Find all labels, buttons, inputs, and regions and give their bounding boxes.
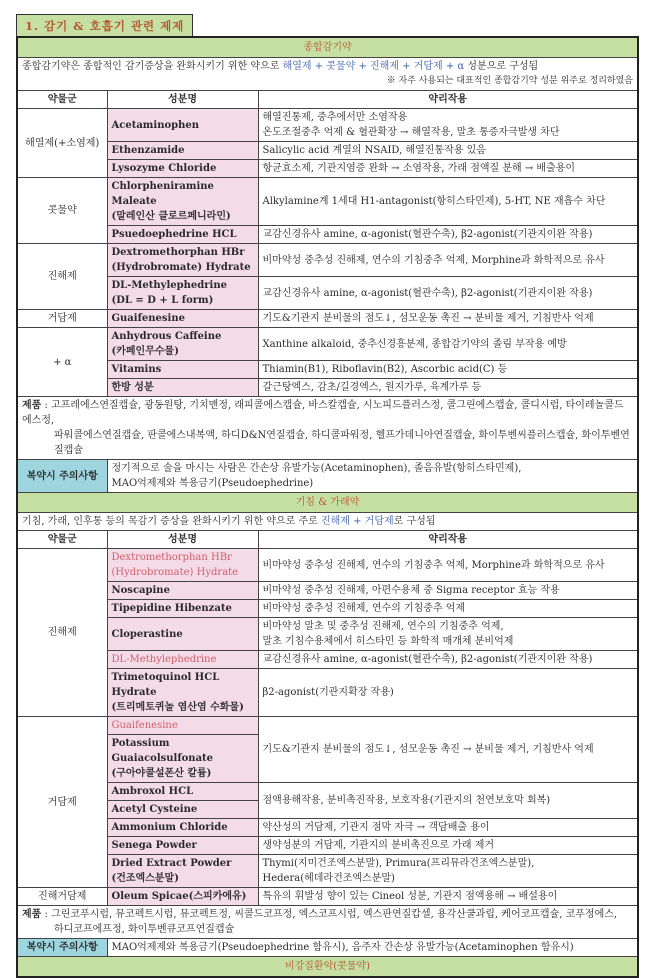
ingredient-sub: (트리메토퀴놀 염산염 수화물) [111,702,244,713]
section-header: 기침 & 가래약 [17,493,638,513]
action-line: 특유의 휘발성 향이 있는 Cineol 성분, 기관지 점액용해 → 배설용이 [262,891,558,902]
ingredient-name [107,226,258,244]
ingredient-name [107,582,258,600]
column-header-ingredient: 성분명 [107,531,258,549]
table-row [17,888,638,906]
action-line: 비마약성 중추성 진해제, 연수의 기침중추 억제, Morphine과 화학적으로 유사 [262,559,605,571]
column-header-group: 약물군 [17,91,107,109]
table-row [17,651,638,669]
table-row [17,819,638,837]
section-intro [17,513,638,531]
ingredient-name [107,819,258,837]
ingredient-name [107,837,258,855]
intro-text-end: 로 구성됨 [393,516,436,527]
action-line: 온도조절중추 억제 & 혈관확장 → 해열작용, 말초 통증자극발생 차단 [262,127,560,138]
pharmacological-action [258,651,638,669]
ingredient-main: Acetaminophen [111,119,200,131]
action-line: 말초 기침수용체에서 히스타민 등 화학적 매개체 분비억제 [262,636,514,647]
ingredient-name [107,717,258,735]
ingredient-sub: (카페인무수물) [111,346,179,357]
pharmacological-action [258,783,638,819]
products-list [17,906,638,939]
caution-line-1: 정기적으로 술을 마시는 사람은 간손상 유발가능(Acetaminophen), 졸음유발(항히스타민제), [111,463,522,474]
ingredient-name [107,783,258,801]
ingredient-sub: (구아야콜설폰산 칼륨) [111,768,212,779]
ingredient-main: Dextromethorphan HBr [111,552,232,563]
pharmacological-action [258,178,638,226]
pharmacological-action [258,277,638,310]
pharmacological-action [258,819,638,837]
ingredient-main: Ammonium Chloride [111,822,228,833]
ingredient-name [107,142,258,160]
pharmacological-action [258,582,638,600]
table-row [17,109,638,142]
intro-note: ※ 자주 사용되는 대표적인 종합감기약 성분 위주로 정리하였음 [386,76,633,86]
ingredient-name [107,735,258,783]
table-row [17,244,638,277]
pharmacological-action [258,160,638,178]
ingredient-name [107,549,258,582]
action-line: 갈근탕엑스, 감초/길경엑스, 원지가루, 육계가루 등 [262,382,482,393]
ingredient-main: 한방 성분 [111,382,154,393]
ingredient-main: Senega Powder [111,840,197,851]
ingredient-main: Ambroxol HCL [111,786,194,797]
pharmacological-action [258,618,638,651]
action-line: 기도&기관지 분비물의 점도↓, 섬모운동 촉진 → 분비물 제거, 기침반사 억제 [262,313,594,324]
table-row [17,142,638,160]
ingredient-main: Guaifenesine [111,313,185,324]
ingredient-name [107,888,258,906]
ingredient-main: Acetyl Cysteine [111,804,198,815]
pharmacological-action [258,837,638,855]
table-row [17,379,638,397]
action-line: 비마약성 중추성 진해제, 연수의 기침중추 억제, Morphine과 화학적으로 유사 [262,254,605,266]
section-intro [17,58,638,91]
ingredient-name [107,651,258,669]
caution-label: 복약시 주의사항 [17,939,107,957]
pharmacological-action [258,379,638,397]
products-line-1: 그린코푸시럽, 뮤코펙트시럽, 뮤코펙트정, 씨콜드코프정, 엑스코프시럽, 엑스판연질캅셀, 용각산쿨과립, 케어코프캡슐, 코푸정에스, [51,909,618,920]
action-line: 교감신경유사 amine, α-agonist(혈관수축), β2-agonist(기관지이완 작용) [262,654,593,665]
section-header: 종합감기약 [17,37,638,58]
ingredient-name [107,669,258,717]
ingredient-name [107,379,258,397]
caution-text [107,460,638,493]
ingredient-main: Anhydrous Caffeine [111,331,222,342]
intro-highlight: 진해제 + 거담제 [320,516,394,527]
products-label: 제품 [22,909,42,920]
pharmacological-action [258,600,638,618]
table-row [17,361,638,379]
intro-text: 기침, 가래, 인후통 등의 목감기 증상을 완화시키기 위한 약으로 주로 [22,516,321,527]
drug-table [16,36,639,978]
ingredient-main: Noscapine [111,585,170,596]
ingredient-main: Tipepidine Hibenzate [111,603,232,614]
action-line: 비마약성 중추성 진해제, 연수의 기침중추 억제 [262,603,466,614]
pharmacological-action [258,142,638,160]
pharmacological-action [258,109,638,142]
drug-group: 해열제(+소염제) [17,109,107,178]
ingredient-name [107,600,258,618]
ingredient-sub: (DL = D + L form) [111,295,214,306]
drug-group: 콧물약 [17,178,107,244]
ingredient-main: Lysozyme Chloride [111,163,217,174]
ingredient-main: Cloperastine [111,628,183,640]
document-page [16,14,637,978]
products-line-1: 고프레에스연질캡슐, 광동원탕, 기치맨정, 래피콜에스캡슐, 바스칼캡슐, 시노피드플러스정, 콜그린에스캡슐, 콜디시럽, 타이레놀콜드에스정, [22,400,624,426]
drug-group: 진해거담제 [17,888,107,906]
pharmacological-action [258,328,638,361]
action-line: Thymi(지미건조엑스분말), Primura(프리뮤라건조엑스분말), [262,858,535,869]
column-header-ingredient: 성분명 [107,91,258,109]
separator: : [41,909,52,920]
table-row [17,549,638,582]
table-row [17,669,638,717]
ingredient-name [107,244,258,277]
action-line: 교감신경유사 amine, α-agonist(혈관수축), β2-agonist(기관지이완 작용) [262,229,593,240]
action-line: 항균효소제, 기관지염증 완화 → 소염작용, 가래 점액질 분해 → 배출용이 [262,163,576,174]
table-row [17,582,638,600]
ingredient-name [107,801,258,819]
action-line: β2-agonist(기관지확장 작용) [262,687,394,698]
ingredient-main: Chlorpheniramine Maleate [111,181,214,207]
action-line: Thiamin(B1), Riboflavin(B2), Ascorbic acid(C) 등 [262,364,508,375]
action-line: Salicylic acid 계열의 NSAID, 해열진통작용 있음 [262,145,486,156]
ingredient-sub: (Hydrobromate) Hydrate [111,567,239,578]
action-line: 비마약성 말초 및 중추성 진해제, 연수의 기침중추 억제, [262,621,504,632]
ingredient-name [107,361,258,379]
ingredient-main: Oleum Spicae(스피카에유) [111,891,247,902]
ingredient-name [107,328,258,361]
action-line: 교감신경유사 amine, α-agonist(혈관수축), β2-agonist(기관지이완 작용) [262,287,593,299]
pharmacological-action [258,244,638,277]
ingredient-main: Dried Extract Powder [111,858,232,869]
table-row [17,618,638,651]
ingredient-main: Dextromethorphan HBr [111,247,245,258]
intro-text-end: 성분으로 구성됨 [464,61,539,72]
action-line: 기도&기관지 분비물의 점도↓, 섬모운동 촉진 → 분비물 제거, 기침반사 억제 [262,744,594,755]
pharmacological-action [258,549,638,582]
action-line: 생약성분의 거담제, 기관지의 분비촉진으로 가래 제거 [262,840,495,851]
ingredient-sub: (Hydrobromate) Hydrate [111,262,251,273]
drug-group: 거담제 [17,310,107,328]
ingredient-name [107,160,258,178]
ingredient-name [107,855,258,888]
ingredient-main: Ethenzamide [111,145,185,156]
ingredient-main: Vitamins [111,364,162,375]
drug-group: 진해제 [17,244,107,310]
table-row [17,600,638,618]
products-list [17,397,638,460]
intro-highlight: 해열제 + 콧물약 + 진해제 + 거담제 + α [282,61,465,72]
table-row [17,178,638,226]
column-header-group: 약물군 [17,531,107,549]
ingredient-main: Psuedoephedrine HCL [111,229,237,240]
products-label: 제품 [22,400,42,411]
ingredient-name [107,109,258,142]
table-row [17,855,638,888]
ingredient-sub: (말레인산 클로르페니라민) [111,211,231,222]
table-row [17,226,638,244]
ingredient-main: Potassium Guaiacolsulfonate [111,738,214,764]
pharmacological-action [258,855,638,888]
caution-line-1: MAO억제제와 복용금기(Pseudoephedrine 함유시), 음주자 간손상 유발가능(Acetaminophen 함유시) [111,942,574,953]
ingredient-name [107,310,258,328]
pharmacological-action [258,888,638,906]
intro-text: 종합감기약은 종합적인 감기증상을 완화시키기 위한 약으로 [22,61,283,72]
products-line-2: 하디코프에프정, 화이투벤큐코프연질캡슐 [54,924,235,935]
table-row [17,837,638,855]
ingredient-main: DL-Methylephedrine [111,280,227,291]
pharmacological-action [258,361,638,379]
ingredient-name [107,178,258,226]
action-line: Hedera(헤데라건조엑스분말) [262,873,395,884]
drug-group: 진해제 [17,549,107,717]
action-line: 점액용해작용, 분비촉진작용, 보호작용(기관지의 천연보호막 회복) [262,795,551,806]
caution-label: 복약시 주의사항 [17,460,107,493]
pharmacological-action [258,669,638,717]
column-header-action: 약리작용 [258,531,638,549]
table-row [17,328,638,361]
table-row [17,717,638,735]
ingredient-name [107,277,258,310]
action-line: 비마약성 중추성 진해제, 아편수용체 중 Sigma receptor 효능 작용 [262,585,560,596]
drug-group: + α [17,328,107,397]
action-line: Xanthine alkaloid, 중추신경흥분제, 종합감기약의 졸림 부작용 예방 [262,338,567,350]
action-line: 약산성의 거담제, 기관지 점막 자극 → 객담배출 용이 [262,822,490,833]
drug-group: 거담제 [17,717,107,888]
ingredient-name [107,618,258,651]
ingredient-sub: (건조엑스분말) [111,873,179,884]
table-row [17,160,638,178]
table-row [17,783,638,801]
caution-line-2: MAO억제제와 복용금기(Pseudoephedrine) [111,478,314,489]
separator: : [41,400,52,411]
ingredient-main: Trimetoquinol HCL Hydrate [111,672,220,698]
table-row [17,310,638,328]
caution-text [107,939,638,957]
section-header: 비강질환약(콧물약) [17,957,638,978]
pharmacological-action [258,226,638,244]
products-line-2: 파워콜에스연질캡슐, 판콜에스내복액, 하디D&N연질캡슐, 하디콜파워정, 헬프가데니아연질캡슐, 화이투벤씨플러스캡슐, 화이투벤연질캡슐 [54,430,630,456]
ingredient-main: Guaifenesine [111,720,178,731]
action-line: 해열진통제, 중추에서만 소염작용 [262,112,408,123]
table-row [17,277,638,310]
pharmacological-action [258,310,638,328]
pharmacological-action [258,717,638,783]
ingredient-main: DL-Methylephedrine [111,654,217,665]
document-title: 1. 감기 & 호흡기 관련 제제 [16,14,193,36]
action-line: Alkylamine계 1세대 H1-antagonist(항히스타민제), 5-HT, NE 재흡수 차단 [262,196,606,207]
column-header-action: 약리작용 [258,91,638,109]
